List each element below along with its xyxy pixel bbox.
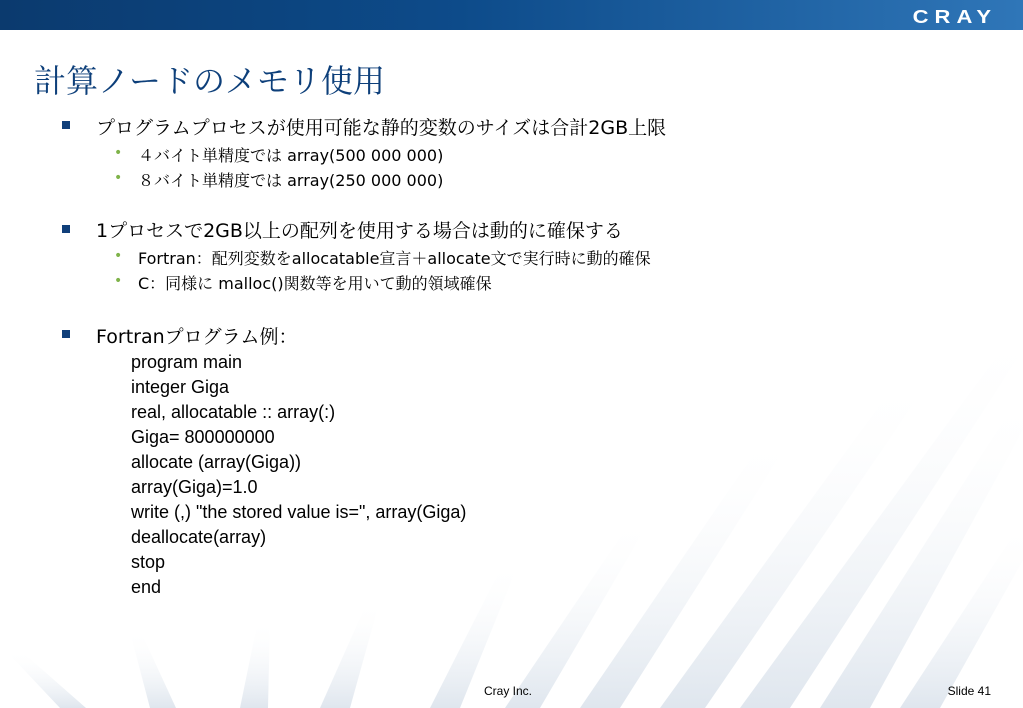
bullet-dot-icon: • (114, 273, 123, 289)
footer-slide-number: Slide 41 (947, 684, 991, 698)
bullet-dot-icon: • (114, 248, 123, 264)
section-1-text: プログラムプロセスが使用可能な静的変数のサイズは合計2GB上限 (96, 117, 667, 139)
footer-company: Cray Inc. (484, 684, 533, 698)
code-line: program main (131, 352, 243, 372)
code-line: real, allocatable :: array(:) (131, 402, 336, 422)
code-line: write (,) "the stored value is=", array(Giga) (131, 502, 467, 522)
section-2-text: 1プロセスで2GB以上の配列を使用する場合は動的に確保する (96, 220, 623, 242)
bullet-square-icon (62, 225, 70, 233)
code-line: end (131, 577, 162, 597)
code-block (131, 350, 466, 600)
code-line: array(Giga)=1.0 (131, 477, 258, 497)
code-line: Giga= 800000000 (131, 427, 275, 447)
section-2-item-1: Fortran：配列変数をallocatable宣言＋allocate文で実行時に動的確保 (138, 249, 651, 268)
cray-logo: CRAY (912, 5, 997, 28)
slide-title: 計算ノードのメモリ使用 (34, 62, 386, 100)
section-1-item-2: ８バイト単精度では array(250 000 000) (138, 171, 444, 190)
section-3-text: Fortranプログラム例： (96, 326, 298, 348)
section-2-item-2: C：同様に malloc()関数等を用いて動的領域確保 (138, 274, 492, 293)
header-bar (0, 0, 1023, 30)
bullet-dot-icon: • (114, 170, 123, 186)
bullet-square-icon (62, 330, 70, 338)
code-line: deallocate(array) (131, 527, 267, 547)
code-line: integer Giga (131, 377, 230, 397)
bullet-square-icon (62, 121, 70, 129)
bullet-dot-icon: • (114, 145, 123, 161)
code-line: allocate (array(Giga)) (131, 452, 302, 472)
section-1-item-1: ４バイト単精度では array(500 000 000) (138, 146, 444, 165)
code-line: stop (131, 552, 166, 572)
